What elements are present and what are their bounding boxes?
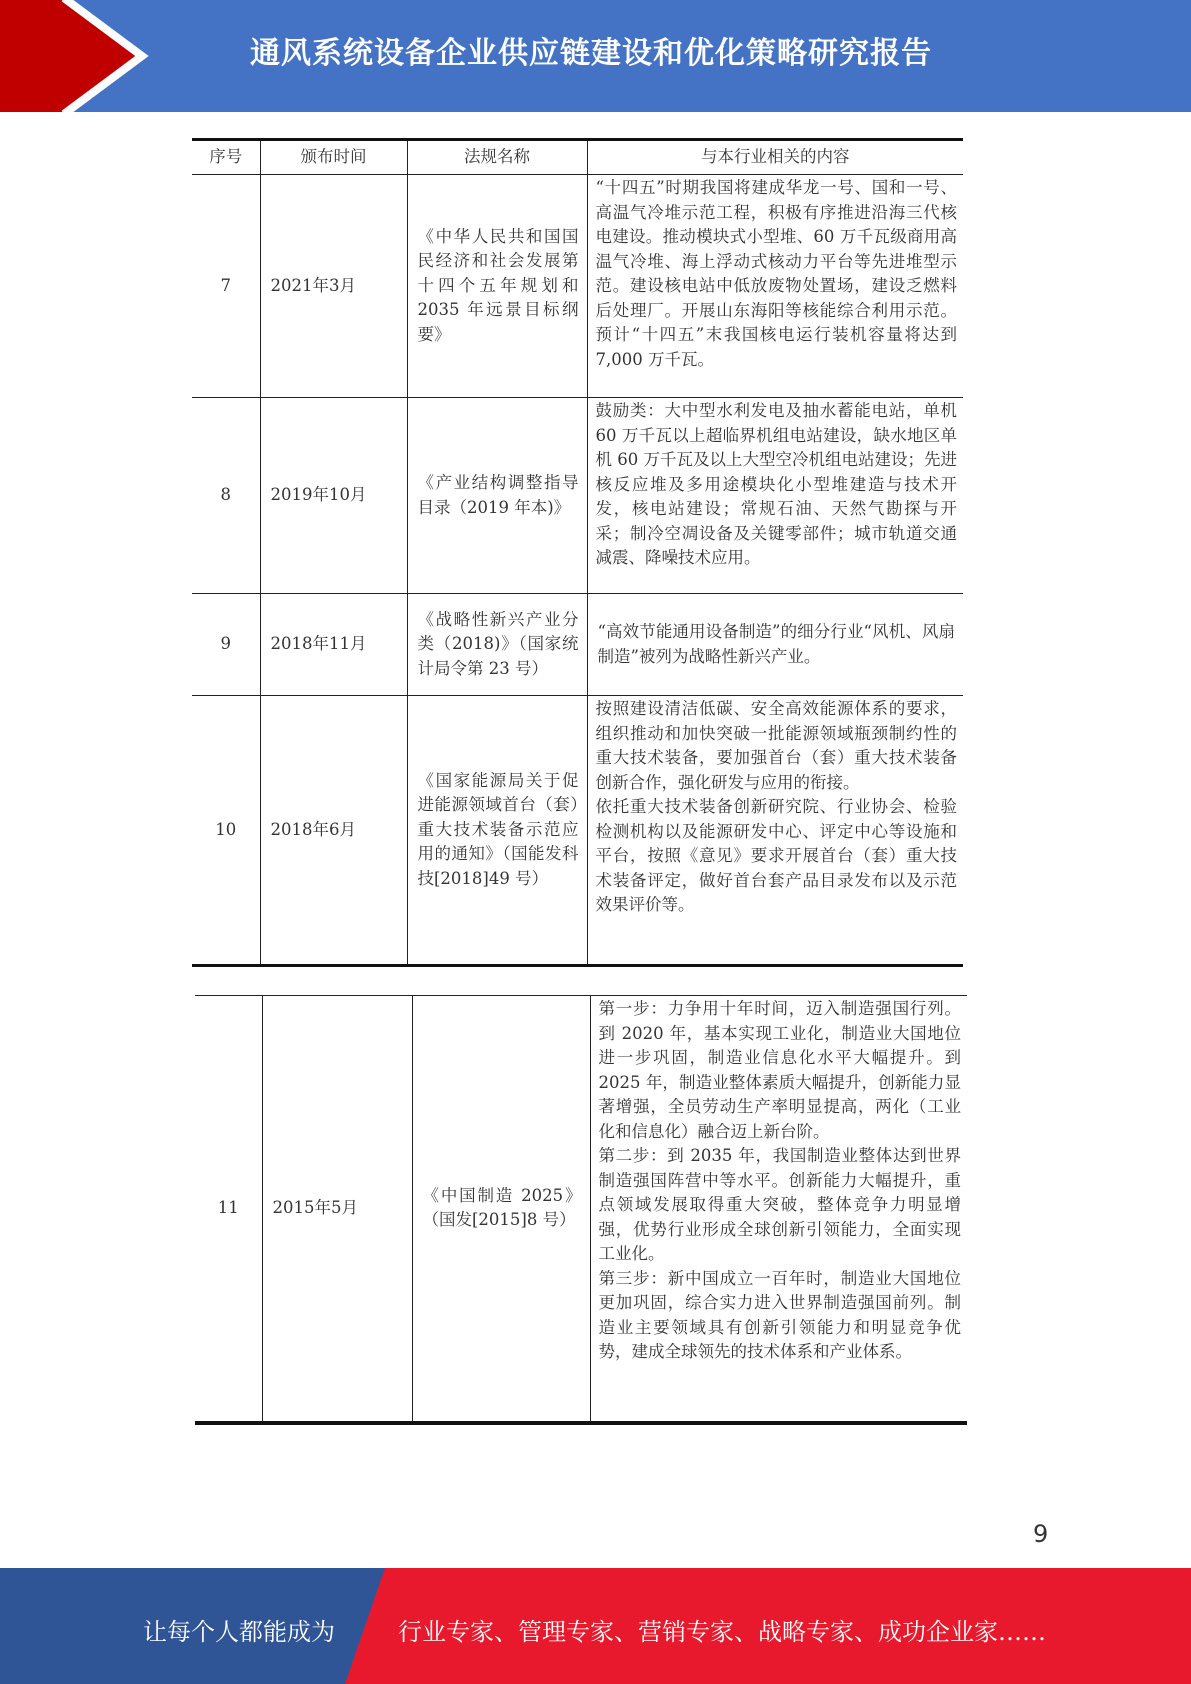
footer-slogan-right: 行业专家、管理专家、营销专家、战略专家、成功企业家…… — [398, 1618, 1046, 1646]
regulations-table — [192, 138, 963, 967]
header-date: 颁布时间 — [260, 140, 407, 175]
row-content: “高效节能通用设备制造”的细分行业“风机、风扇制造”被列为战略性新兴产业。 — [587, 594, 963, 696]
footer-slogan-left: 让每个人都能成为 — [143, 1618, 335, 1646]
header-content: 与本行业相关的内容 — [587, 140, 963, 175]
row-no: 10 — [192, 696, 260, 966]
header-chevron-icon — [0, 0, 200, 112]
row-no: 11 — [195, 996, 262, 1423]
content-paragraph: 按照建设清洁低碳、安全高效能源体系的要求，组织推动和加快突破一批能源领域瓶颈制约性的重大技术装备，要加强首台（套）重大技术装备创新合作，强化研发与应用的衔接。 — [595, 699, 957, 792]
row-name: 《国家能源局关于促进能源领域首台（套）重大技术装备示范应用的通知》（国能发科技[2018]49 号） — [407, 696, 587, 966]
row-content: “十四五”时期我国将建成华龙一号、国和一号、高温气冷堆示范工程，积极有序推进沿海三代核电建设。推动模块式小型堆、60 万千瓦级商用高温气冷堆、海上浮动式核动力平台等先进堆型示范。建设核电站中低放废物处置场，建设乏燃料后处理厂。开展山东海阳等核能综合利用示范。预计“十四五”末我国核电运行装机容量将达到 7,000 万千瓦。 — [587, 175, 963, 398]
row-no: 7 — [192, 175, 260, 398]
content-paragraph: 依托重大技术装备创新研究院、行业协会、检验检测机构以及能源研发中心、评定中心等设施和平台，按照《意见》要求开展首台（套）重大技术装备评定，做好首台套产品目录发布以及示范效果评价等。 — [595, 797, 957, 914]
table-row — [192, 594, 963, 696]
row-name: 《中国制造 2025》（国发[2015]8 号） — [412, 996, 590, 1423]
row-no: 8 — [192, 398, 260, 594]
row-date: 2021年3月 — [260, 175, 407, 398]
row-name: 《战略性新兴产业分类（2018)》（国家统计局令第 23 号） — [407, 594, 587, 696]
row-content — [587, 696, 963, 966]
content-paragraph: 第二步：到 2035 年，我国制造业整体达到世界制造强国阵营中等水平。创新能力大幅提升，重点领域发展取得重大突破，整体竞争力明显增强，优势行业形成全球创新引领能力，全面实现工业化。 — [598, 1146, 961, 1263]
regulations-table-continued — [195, 995, 967, 1425]
table-row — [192, 696, 963, 966]
row-name: 《中华人民共和国国民经济和社会发展第十四个五年规划和 2035 年远景目标纲要》 — [407, 175, 587, 398]
row-no: 9 — [192, 594, 260, 696]
content-paragraph: 第一步：力争用十年时间，迈入制造强国行列。到 2020 年，基本实现工业化，制造业大国地位进一步巩固，制造业信息化水平大幅提升。到 2025 年，制造业整体素质大幅提升，创新能力显著增强，全员劳动生产率明显提高，两化（工业化和信息化）融合迈上新台阶。 — [598, 999, 961, 1141]
content-paragraph: 第三步：新中国成立一百年时，制造业大国地位更加巩固，综合实力进入世界制造强国前列。制造业主要领域具有创新引领能力和明显竞争优势，建成全球领先的技术体系和产业体系。 — [598, 1268, 961, 1361]
row-content — [590, 996, 967, 1423]
row-name: 《产业结构调整指导目录（2019 年本)》 — [407, 398, 587, 594]
row-content: 鼓励类：大中型水利发电及抽水蓄能电站，单机 60 万千瓦以上超临界机组电站建设，缺水地区单机 60 万千瓦及以上大型空冷机组电站建设；先进核反应堆及多用途模块化小型堆建造与技术开发，核电站建设；常规石油、天然气勘探与开采；制冷空凋设备及关键零部件；城市轨道交通减震、降噪技术应用。 — [587, 398, 963, 594]
header-no: 序号 — [192, 140, 260, 175]
row-date: 2015年5月 — [262, 996, 412, 1423]
row-date: 2018年11月 — [260, 594, 407, 696]
report-title: 通风系统设备企业供应链建设和优化策略研究报告 — [250, 36, 932, 71]
page-footer — [0, 1568, 1191, 1684]
row-date: 2019年10月 — [260, 398, 407, 594]
page-number: 9 — [1033, 1520, 1049, 1548]
row-date: 2018年6月 — [260, 696, 407, 966]
page-header — [0, 0, 1191, 112]
table-header-row — [192, 140, 963, 175]
header-name: 法规名称 — [407, 140, 587, 175]
table-row — [195, 996, 967, 1423]
table-row — [192, 175, 963, 398]
table-row — [192, 398, 963, 594]
